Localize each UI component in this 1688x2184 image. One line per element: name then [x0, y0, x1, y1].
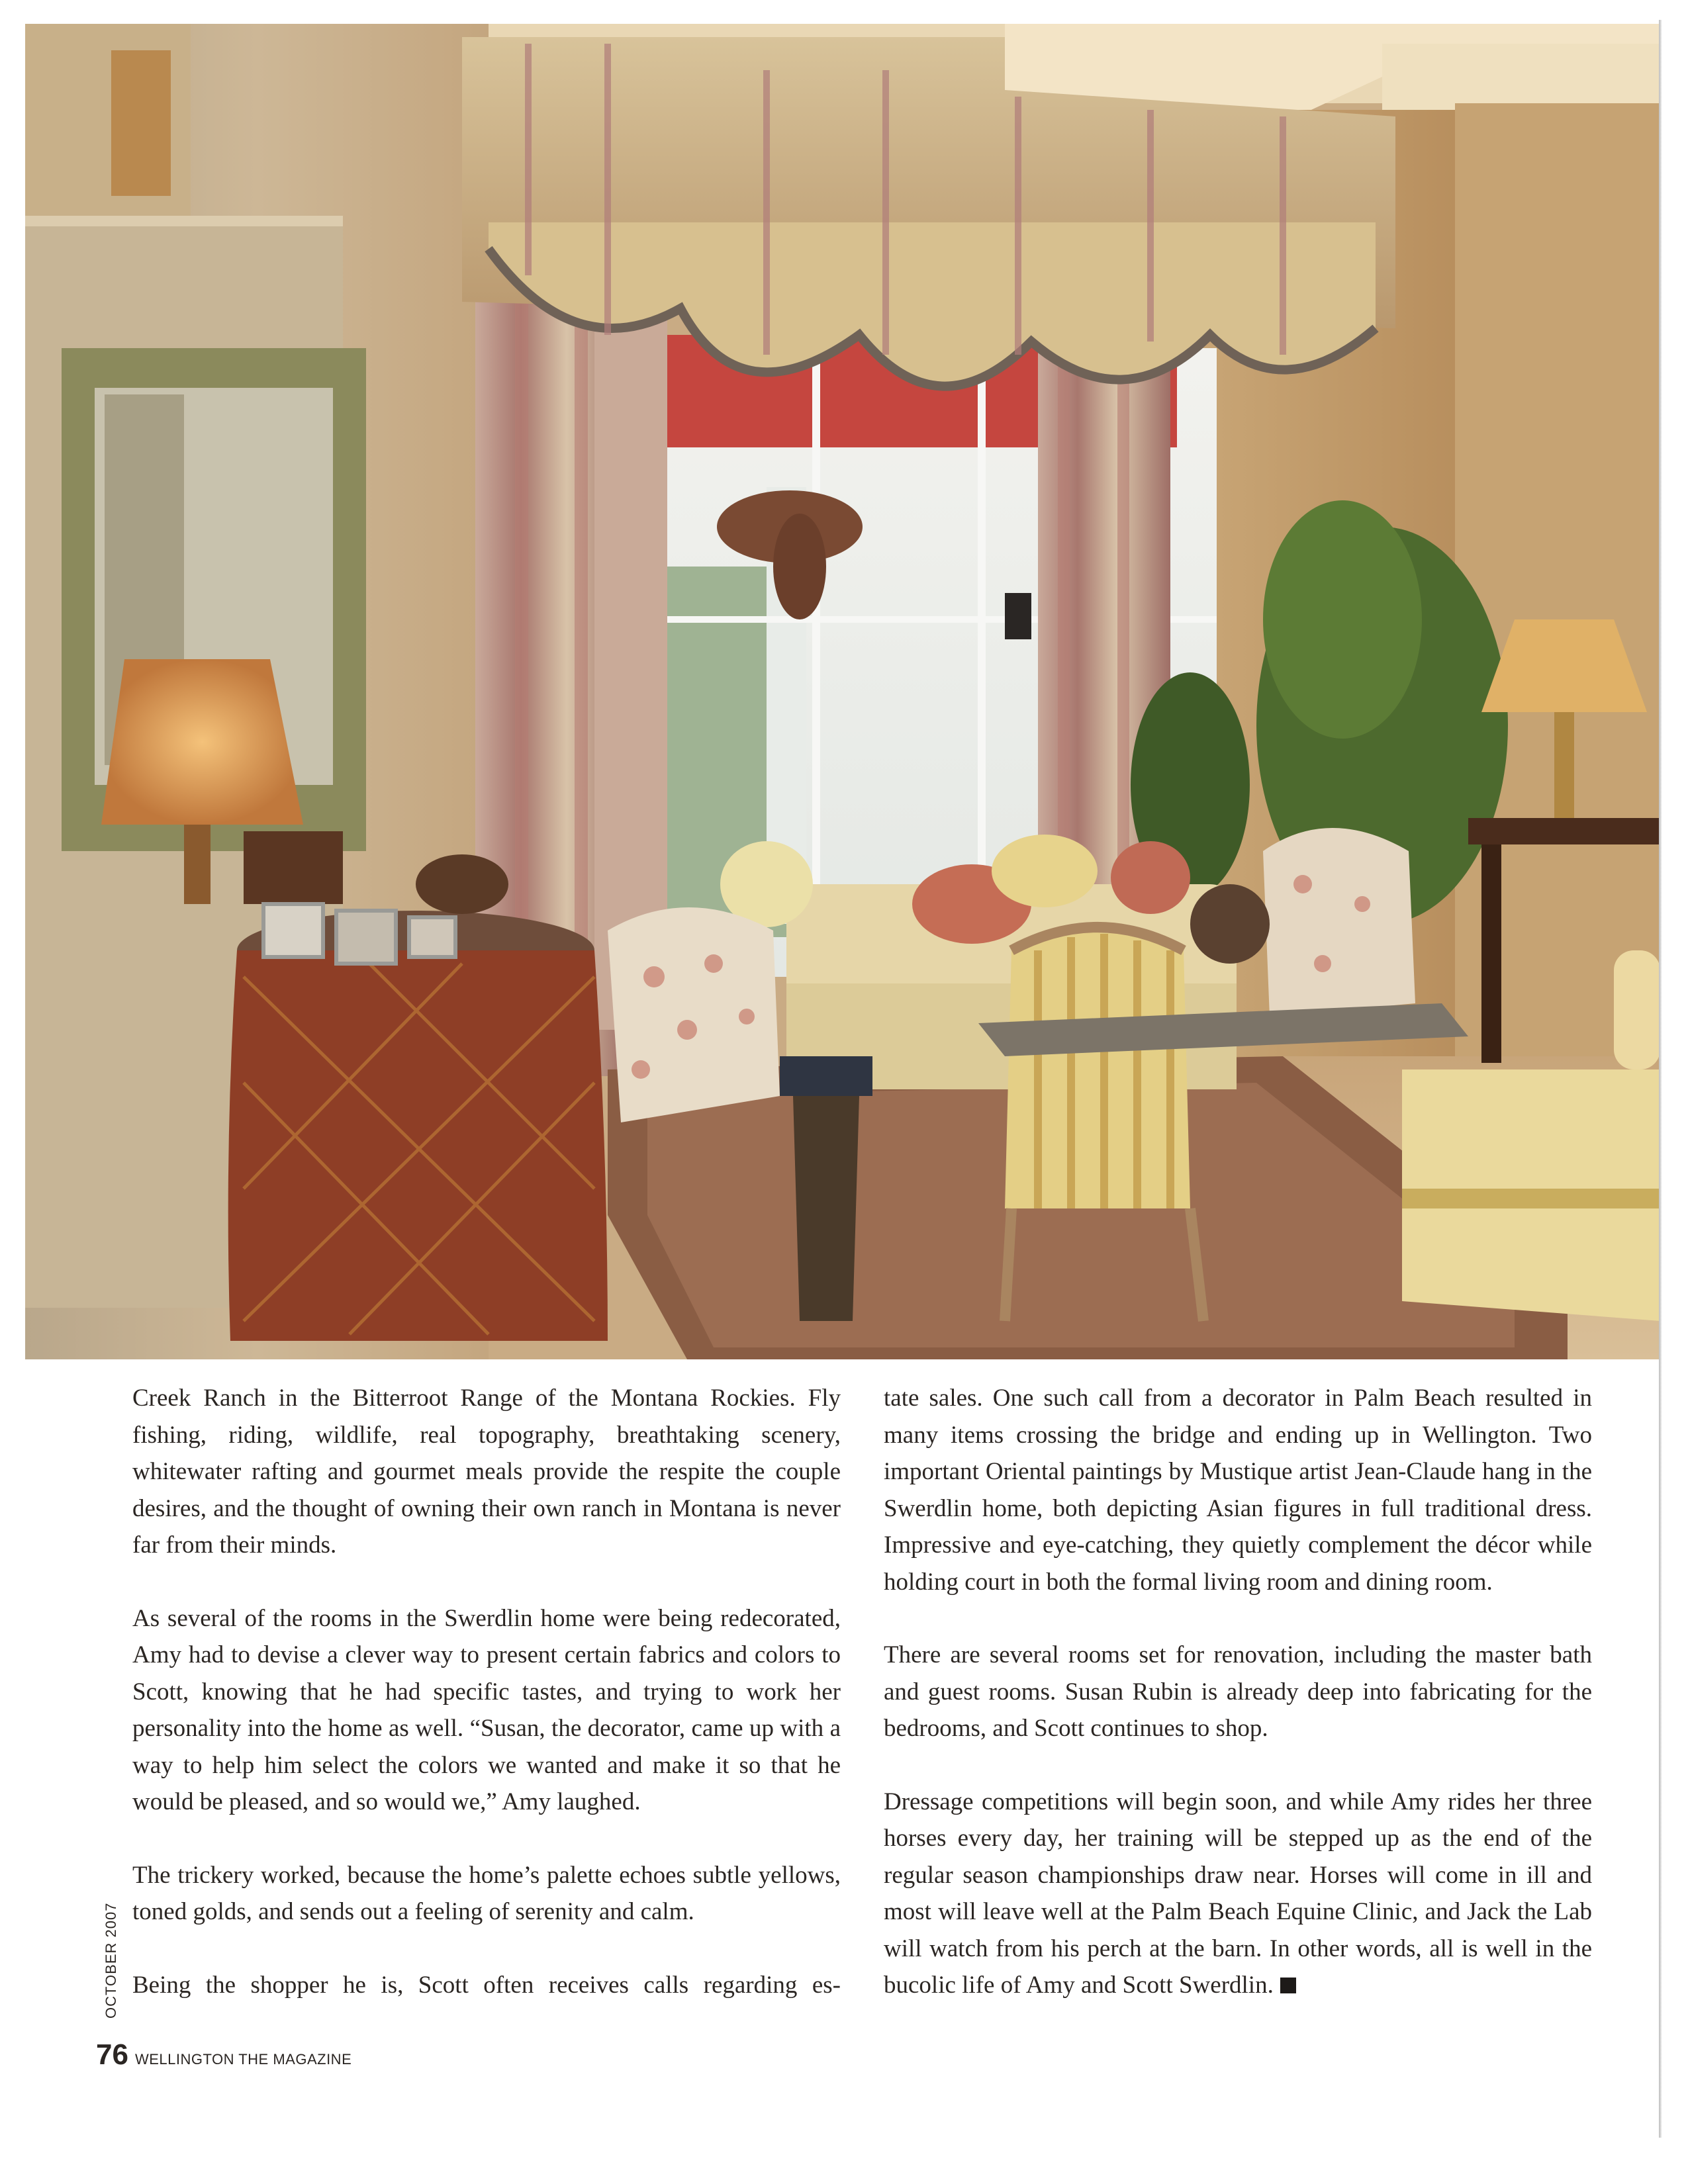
scan-edge-shadow [1659, 20, 1662, 2138]
living-room-photo [25, 24, 1660, 1359]
page-folio [96, 2038, 352, 2071]
article-right-column [884, 1380, 1592, 2004]
left-paragraph-2: As several of the rooms in the Swerdlin home were being redecorated, Amy had to devise a clever way to present certain fabrics and colors to Scott, knowing that he had specific tastes, and trying to work her personality into the home as well. “Susan, the decorator, came up with a way to help him select the colors we wanted and make it so that he would be pleased, and so would we,” Amy laughed. [132, 1604, 841, 1815]
living-room-illustration [25, 24, 1660, 1359]
right-paragraph-3: Dressage competitions will begin soon, and while Amy rides her three horses every day, her training will be stepped up as the end of the regular season championships draw near. Horses will come in ill and most will leave well at the Palm Beach Equine Clinic, and Jack the Lab will watch from his perch at the barn. In other words, all is well in the bucolic life of Amy and Scott Swerdlin. [884, 1788, 1592, 1999]
left-paragraph-3: The trickery worked, because the home’s palette echoes subtle yellows, toned golds, and sends out a feeling of serenity and calm. [132, 1861, 841, 1925]
end-of-article-icon [1280, 1978, 1296, 1993]
right-paragraph-2: There are several rooms set for renovation, including the master bath and guest rooms. Susan Rubin is already deep into fabricating for the bedrooms, and Scott continues to shop. [884, 1641, 1592, 1742]
right-paragraph-1: tate sales. One such call from a decorator in Palm Beach resulted in many items crossing the bridge and ending up in Wellington. Two important Oriental paintings by Mustique artist Jean-Claude hang in the Swerdlin home, both depicting Asian figures in full traditional dress. Impressive and eye-catching, they quietly complement the décor while holding court in both the formal living room and dining room. [884, 1385, 1592, 1596]
left-paragraph-1: Creek Ranch in the Bitterroot Range of the Montana Rockies. Fly fishing, riding, wildlife, real topography, breathtaking scenery, whitewater rafting and gourmet meals provide the respite the couple desires, and the thought of owning their own ranch in Montana is never far from their minds. [132, 1385, 841, 1559]
issue-date: OCTOBER 2007 [103, 1902, 119, 2019]
left-paragraph-4: Being the shopper he is, Scott often receives calls regarding es- [132, 1971, 841, 1999]
right-paragraph-3-wrap [884, 1784, 1592, 2004]
magazine-name: WELLINGTON THE MAGAZINE [134, 2051, 352, 2068]
article-left-column [132, 1380, 841, 2003]
page-number: 76 [96, 2038, 128, 2071]
